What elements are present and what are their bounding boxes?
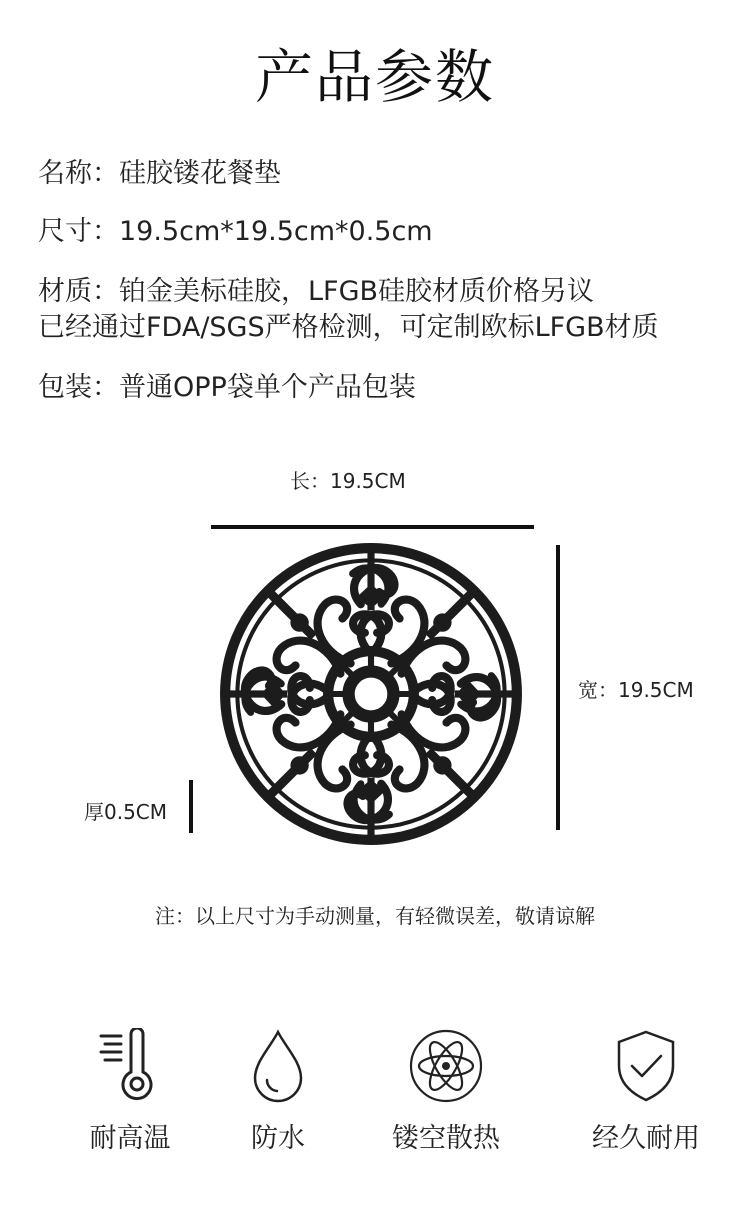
feature-label: 经久耐用 <box>592 1123 700 1154</box>
measurement-note: 注：以上尺寸为手动测量，有轻微误差，敬请谅解 <box>155 904 595 928</box>
water-drop-icon <box>243 1028 313 1104</box>
atom-icon <box>406 1028 486 1104</box>
thermometer-icon <box>95 1028 165 1104</box>
product-placemat-image <box>218 541 524 847</box>
spec-package: 包装：普通OPP袋单个产品包装 <box>38 372 416 403</box>
spec-name: 名称：硅胶镂花餐垫 <box>38 158 281 189</box>
spec-material-line2: 已经通过FDA/SGS严格检测，可定制欧标LFGB材质 <box>38 312 659 343</box>
spec-size: 尺寸：19.5cm*19.5cm*0.5cm <box>38 216 433 247</box>
feature-label: 耐高温 <box>89 1123 171 1154</box>
thickness-label: 厚0.5CM <box>84 800 168 824</box>
feature-label: 防水 <box>251 1123 305 1154</box>
length-line <box>211 525 534 529</box>
feature-label: 镂空散热 <box>392 1123 500 1154</box>
feature-waterproof <box>193 1028 363 1155</box>
shield-check-icon <box>611 1028 681 1104</box>
feature-heat-dissipation <box>361 1028 531 1155</box>
thickness-line <box>189 780 193 833</box>
length-label: 长：19.5CM <box>290 469 406 493</box>
width-label: 宽：19.5CM <box>578 678 694 702</box>
width-line <box>556 545 560 830</box>
feature-heat-resistant <box>45 1028 215 1155</box>
page-title: 产品参数 <box>254 43 495 111</box>
spec-material-line1: 材质：铂金美标硅胶，LFGB硅胶材质价格另议 <box>38 276 595 307</box>
feature-durable <box>561 1028 731 1155</box>
